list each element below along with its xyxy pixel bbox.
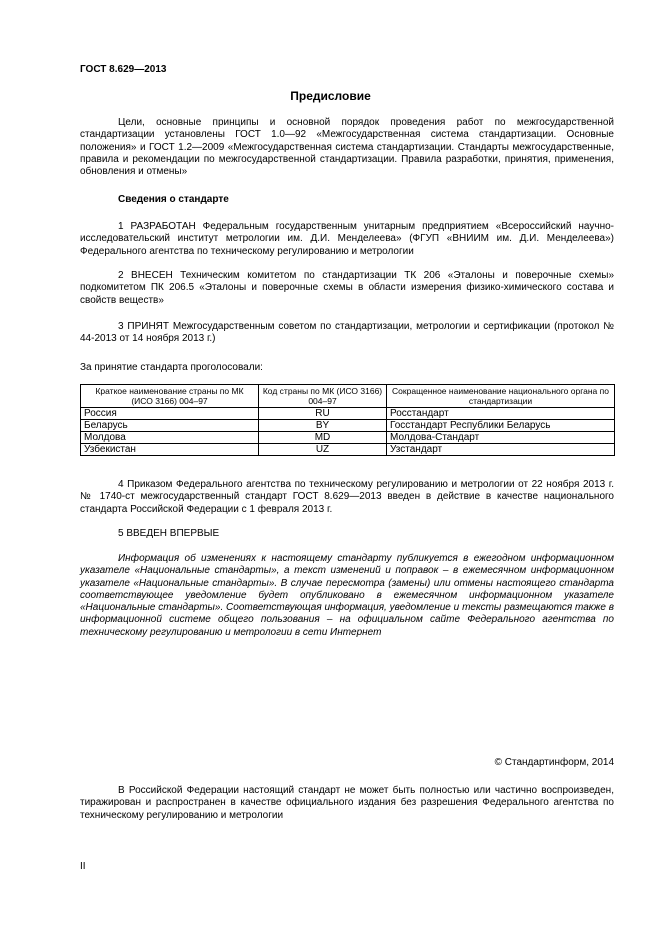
column-header-body: Сокращенное наименование национального органа по стандартизации — [387, 385, 615, 408]
cell-code: BY — [259, 420, 387, 432]
item-first: 5 ВВЕДЕН ВПЕРВЫЕ — [118, 528, 220, 539]
notice-paragraph: Информация об изменениях к настоящему стандарту публикуется в ежегодном информационном указателе «Национальные стандарты», а текст изменений и поправок – в ежемесячном информационном указателе «Национальные стандарты». В случае пересмотра (замены) или отмены настоящего стандарта соответствующее уведомление будет опубликовано в ежемесячном информационном указателе «Национальные стандарты». Соответствующая информация, уведомление и тексты размещаются также в информационной системе общего пользования – на официальном сайте Федерального агентства по техническому регулированию и метрологии в сети Интернет — [80, 553, 614, 638]
voting-table — [80, 384, 615, 456]
voted-label: За принятие стандарта проголосовали: — [80, 362, 263, 373]
cell-body: Госстандарт Республики Беларусь — [387, 420, 615, 432]
table-row — [81, 420, 615, 432]
cell-country: Беларусь — [81, 420, 259, 432]
document-code: ГОСТ 8.629—2013 — [80, 64, 167, 75]
rights-paragraph: В Российской Федерации настоящий стандарт не может быть полностью или частично воспроизведен, тиражирован и распространен в качестве официального издания без разрешения Федерального агентства по техническому регулированию и метрологии — [80, 785, 614, 821]
column-header-code: Код страны по МК (ИСО 3166) 004–97 — [259, 385, 387, 408]
table-row — [81, 408, 615, 420]
cell-country: Молдова — [81, 432, 259, 444]
item-order: 4 Приказом Федерального агентства по техническому регулированию и метрологии от 22 ноября 2013 г. № 1740-ст межгосударственный стандарт ГОСТ 8.629—2013 введен в действие в качестве национального стандарта Российской Федерации с 1 февраля 2013 г. — [80, 479, 614, 515]
cell-code: UZ — [259, 444, 387, 456]
item-developed: 1 РАЗРАБОТАН Федеральным государственным унитарным предприятием «Всероссийский научно-исследовательский институт метрологии им. Д.И. Менделеева» (ФГУП «ВНИИМ им. Д.И. Менделеева») Федерального агентства по техническому регулированию и метрологии — [80, 221, 614, 257]
cell-code: MD — [259, 432, 387, 444]
cell-body: Росстандарт — [387, 408, 615, 420]
column-header-country: Краткое наименование страны по МК (ИСО 3166) 004–97 — [81, 385, 259, 408]
table-row — [81, 432, 615, 444]
cell-body: Узстандарт — [387, 444, 615, 456]
cell-country: Россия — [81, 408, 259, 420]
intro-paragraph: Цели, основные принципы и основной порядок проведения работ по межгосударственной стандартизации установлены ГОСТ 1.0—92 «Межгосударственная система стандартизации. Основные положения» и ГОСТ 1.2—2009 «Межгосударственная система стандартизации. Стандарты межгосударственные, правила и рекомендации по межгосударственной стандартизации. Правила разработки, принятия, применения, обновления и отмены» — [80, 117, 614, 178]
info-heading: Сведения о стандарте — [118, 194, 229, 205]
item-introduced: 2 ВНЕСЕН Техническим комитетом по стандартизации ТК 206 «Эталоны и поверочные схемы» подкомитетом ПК 206.5 «Эталоны и поверочные схемы в области измерения физико-химического состава и свойств веществ» — [80, 270, 614, 306]
page-number: II — [80, 861, 86, 872]
cell-code: RU — [259, 408, 387, 420]
cell-country: Узбекистан — [81, 444, 259, 456]
cell-body: Молдова-Стандарт — [387, 432, 615, 444]
copyright-line: © Стандартинформ, 2014 — [494, 757, 614, 768]
table-row — [81, 444, 615, 456]
table-header-row — [81, 385, 615, 408]
item-adopted: 3 ПРИНЯТ Межгосударственным советом по стандартизации, метрологии и сертификации (протокол № 44-2013 от 14 ноября 2013 г.) — [80, 321, 614, 345]
page-title: Предисловие — [290, 89, 371, 103]
